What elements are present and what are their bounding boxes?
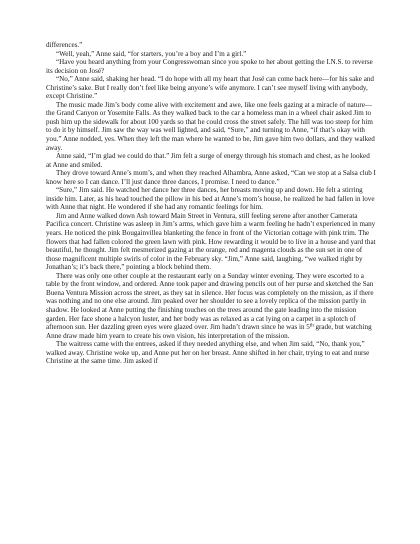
paragraph-5: The music made Jim’s body come alive with excitement and awe, like one feels gazing at a miracle of nature—the Grand Canyon or Yosemite Falls. As they walked back to the car a homeless man in a wheel chair asked Jim to push him up the sidewalk for about 100 yards so that he could cross the street safely. The hill was too steep for him to do it by himself. Jim saw the way was well lighted, and said, “Sure,” and turning to Anne, “if that’s okay with you.” Anne nodded, yes. When they left the man where he wanted to be, Jim gave him two dollars, and they walked away.: [46, 100, 375, 152]
paragraph-3: “Have you heard anything from your Congresswoman since you spoke to her about getting the I.N.S. to reverse its decision on José?: [46, 58, 373, 75]
paragraph-2: “Well, yeah,” Anne said, “for starters, you’re a boy and I’m a girl.”: [56, 49, 247, 58]
paragraph-1: differences.”: [46, 41, 83, 49]
paragraph-10: [46, 272, 376, 340]
paragraph-6: Anne said, “I’m glad we could do that.” Jim felt a surge of energy through his stomach and chest, as he looked at Anne and smiled.: [46, 152, 370, 169]
document-page: [46, 41, 376, 366]
paragraph-4: “No,” Anne said, shaking her head. “I do hope with all my heart that José can come back here—for his sake and Christine’s sake. But I really don’t feel like being anyone’s wife anymore. I can’t see myself living with anybody, except Christine.”: [46, 75, 374, 101]
paragraph-7: They drove toward Anne’s mom’s, and when they reached Alhambra, Anne asked, “Can we stop at a Salsa club I know here so I can dance. I’ll just dance three dances, I promise. I need to dance.”: [46, 169, 376, 186]
paragraph-11: The waitress came with the entrees, asked if they needed anything else, and when Jim said, “No, thank you,” walked away. Christine woke up, and Anne put her on her breast. Anne shifted in her chair, trying to eat and nurse Christine at the same time. Jim asked if: [46, 340, 370, 366]
paragraph-9: Jim and Anne walked down Ash toward Main Street in Ventura, still feeling serene after another Camerata Pacifica concert. Christine was asleep in Jim’s arms, which gave him a warm feeling he hadn’t experienced in many years. He noticed the pink Bougainvillea blanketing the fence in front of the Victorian cottage with pink trim. The flowers that had fallen colored the green lawn with pink. How rewarding it would be to live in a house and yard that beautiful, he thought. Jim felt mesmerized gazing at the orange, red and magenta clouds as the sun set in one of those magnificent multiple swirls of color in the February sky. “Jim,” Anne said, laughing, “we walked right by Jonathan’s; it’s back there,” pointing a block behind them.: [46, 211, 376, 272]
paragraph-10-text-a: There was only one other couple at the restaurant early on a Sunday winter evening. They were escorted to a table by the front window, and ordered. Anne took paper and drawing pencils out of her purse and sketched the San Buena Ventura Mission across the street, as they sat in silence. Her focus was completely on the mission, as if there was nothing and no one else around. Jim peaked over her shoulder to see a lovely replica of the mission partly in shadow. He looked at Anne putting the finishing touches on the trees around the gate leading into the mission garden. Her face shone a halcyon luster, and her body was as relaxed as a cat lying on a carpet in a splotch of afternoon sun. Her dazzling green eyes were glazed over. Jim hadn’t drawn since he was in 5: [46, 271, 374, 332]
paragraph-8: “Sure,” Jim said. He watched her dance her three dances, her breasts moving up and down. He felt a stirring inside him. Later, as his head touched the pillow in his bed at Anne’s mom’s house, he realized he had fallen in love with Anne that night. He wondered if she had any romantic feelings for him.: [46, 186, 375, 212]
paragraph-10-text-b: grade, but watching Anne draw made him yearn to create his own vision, his interpretation of the mission.: [46, 323, 372, 340]
ordinal-superscript: th: [309, 323, 314, 329]
